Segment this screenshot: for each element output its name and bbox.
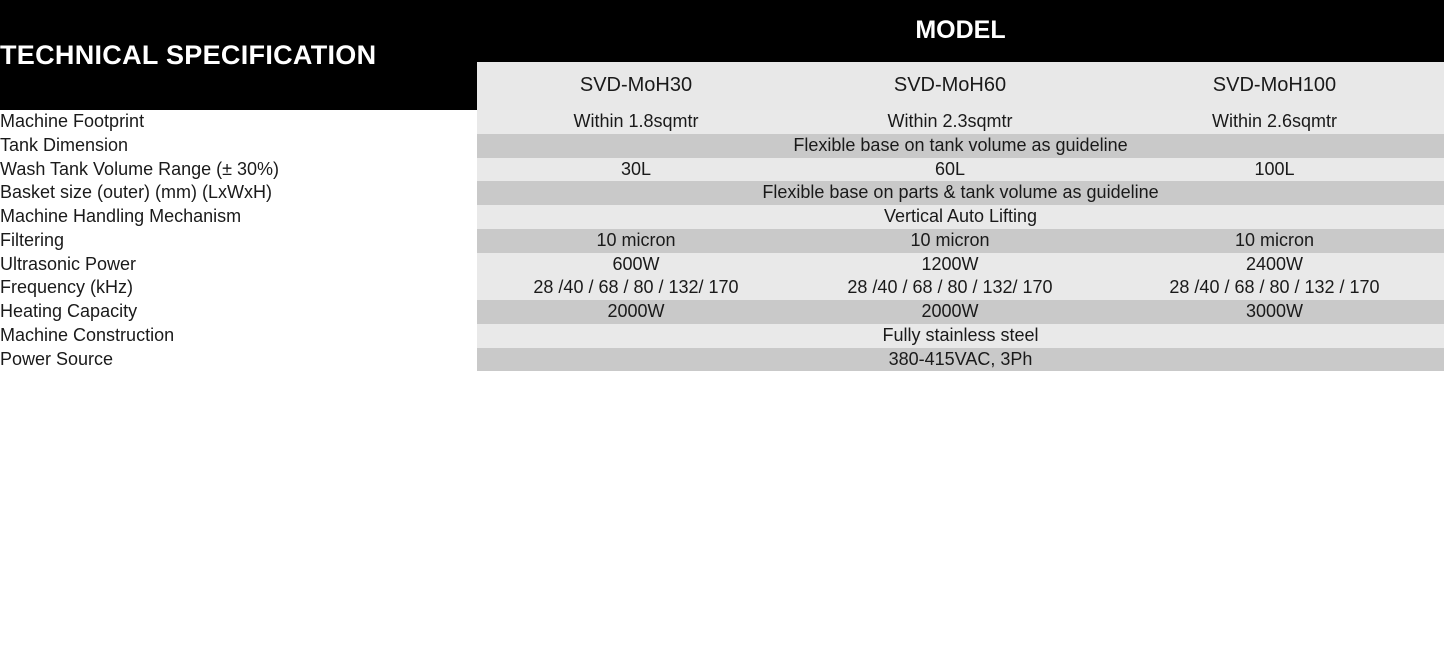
spec-value: 3000W — [1105, 300, 1444, 324]
table-row — [0, 348, 1444, 372]
spec-value: Within 2.6sqmtr — [1105, 110, 1444, 134]
spec-label-line2: Frequency (kHz) — [0, 277, 134, 298]
table-row — [0, 181, 1444, 205]
table-row — [0, 253, 1444, 301]
table-row — [0, 134, 1444, 158]
spec-value: Within 1.8sqmtr — [477, 110, 795, 134]
spec-value-line1: 1200W — [921, 253, 979, 274]
table-row — [0, 229, 1444, 253]
spec-value: 10 micron — [795, 229, 1105, 253]
spec-value: Within 2.3sqmtr — [795, 110, 1105, 134]
spec-label: Power Source — [0, 348, 477, 372]
table-row — [0, 205, 1444, 229]
table-header-row — [0, 0, 1444, 62]
page-title: TECHNICAL SPECIFICATION — [0, 0, 477, 110]
spec-value-line2: 28 /40 / 68 / 80 / 132 / 170 — [1169, 277, 1380, 298]
spec-value-line2: 28 /40 / 68 / 80 / 132/ 170 — [847, 277, 1053, 298]
model-column-header-2: SVD-MoH60 — [795, 62, 1105, 110]
spec-value — [795, 253, 1105, 301]
spec-label: Machine Construction — [0, 324, 477, 348]
spec-label: Machine Footprint — [0, 110, 477, 134]
model-group-header: MODEL — [477, 0, 1444, 62]
spec-label-line1: Ultrasonic Power — [0, 253, 137, 274]
spec-value-merged: Flexible base on parts & tank volume as guideline — [477, 181, 1444, 205]
spec-label: Machine Handling Mechanism — [0, 205, 477, 229]
spec-value: 2000W — [795, 300, 1105, 324]
table-row — [0, 324, 1444, 348]
spec-value: 60L — [795, 158, 1105, 182]
spec-value-line2: 28 /40 / 68 / 80 / 132/ 170 — [533, 277, 739, 298]
model-column-header-3: SVD-MoH100 — [1105, 62, 1444, 110]
spec-label: Heating Capacity — [0, 300, 477, 324]
model-column-header-1: SVD-MoH30 — [477, 62, 795, 110]
spec-value — [1105, 253, 1444, 301]
spec-label: Wash Tank Volume Range (± 30%) — [0, 158, 477, 182]
spec-value-line1: 600W — [612, 253, 660, 274]
spec-value-merged: Flexible base on tank volume as guideline — [477, 134, 1444, 158]
spec-value: 2000W — [477, 300, 795, 324]
spec-value-merged: Vertical Auto Lifting — [477, 205, 1444, 229]
spec-value — [477, 253, 795, 301]
spec-value-line1: 2400W — [1245, 253, 1304, 274]
spec-label: Tank Dimension — [0, 134, 477, 158]
table-row — [0, 300, 1444, 324]
spec-value: 10 micron — [477, 229, 795, 253]
spec-value-merged: 380-415VAC, 3Ph — [477, 348, 1444, 372]
spec-label — [0, 253, 477, 301]
spec-value: 10 micron — [1105, 229, 1444, 253]
spec-label: Basket size (outer) (mm) (LxWxH) — [0, 181, 477, 205]
spec-value-merged: Fully stainless steel — [477, 324, 1444, 348]
spec-value: 30L — [477, 158, 795, 182]
spec-label: Filtering — [0, 229, 477, 253]
table-row — [0, 158, 1444, 182]
table-row — [0, 110, 1444, 134]
spec-value: 100L — [1105, 158, 1444, 182]
